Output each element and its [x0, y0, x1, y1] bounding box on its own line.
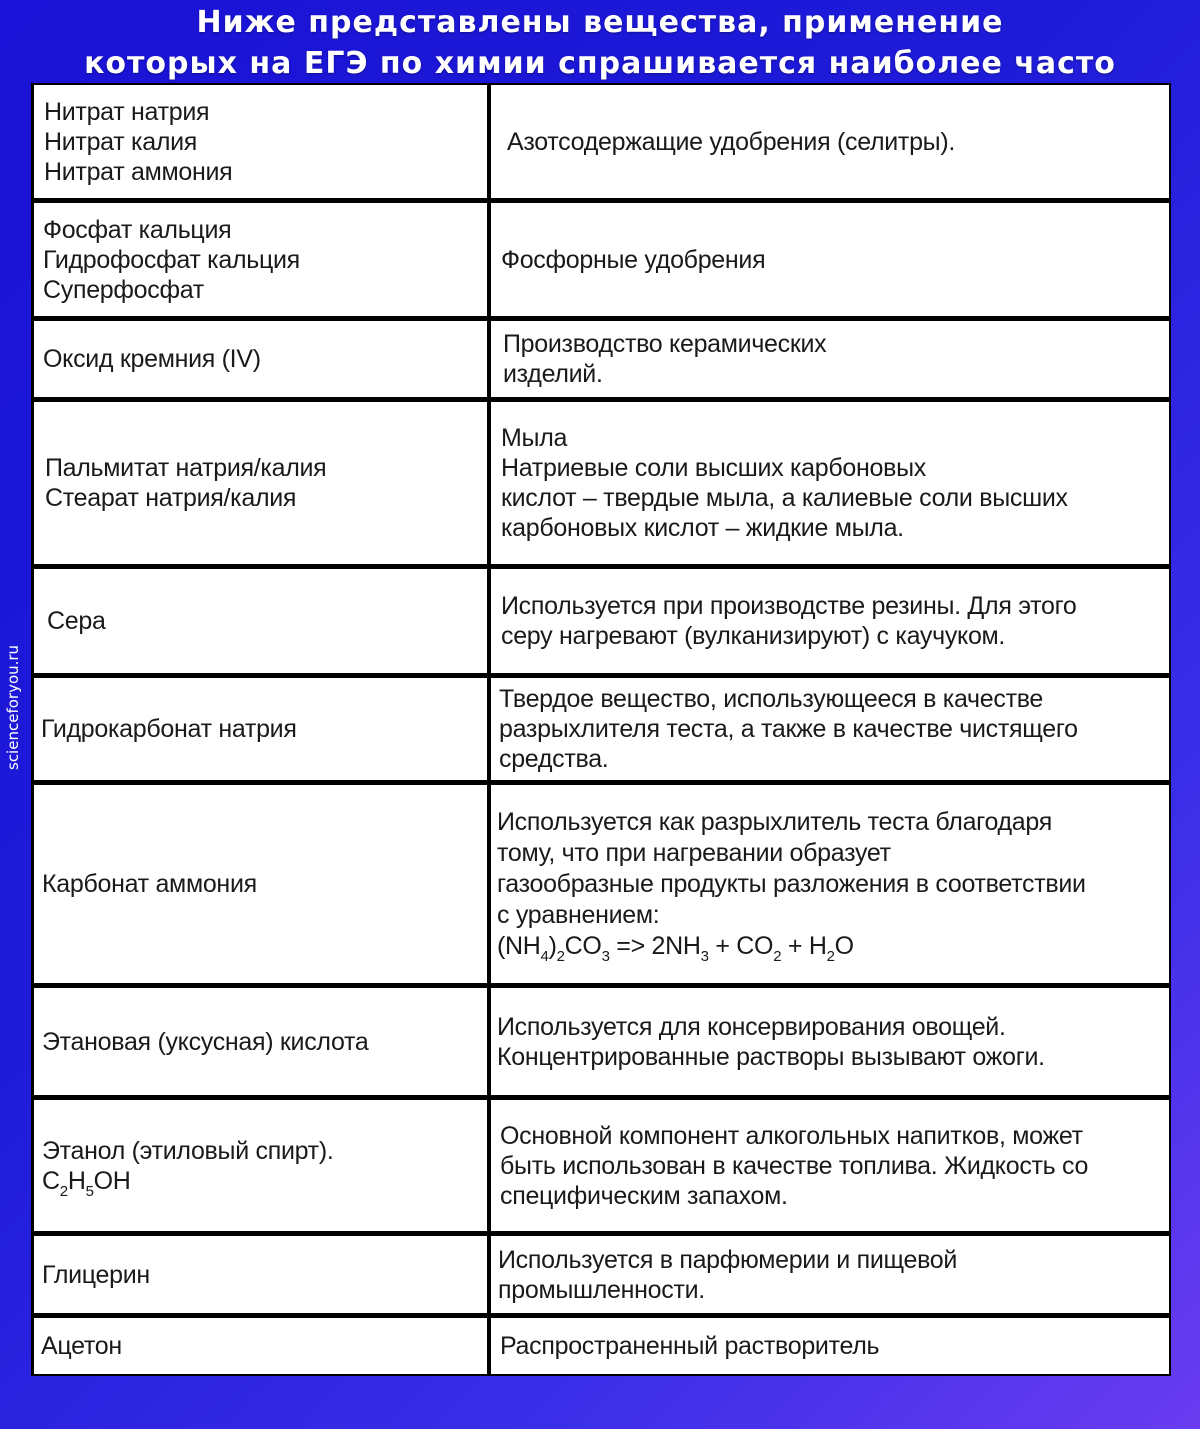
substance-cell: [34, 1100, 487, 1231]
substance-cell: [34, 785, 487, 983]
substance-line: Этановая (уксусная) кислота: [42, 1027, 369, 1056]
table-row: [31, 203, 1171, 316]
chemical-formula: $C_2H_5OH$: [42, 1166, 131, 1200]
use-line: Азотсодержащие удобрения (селитры).: [507, 127, 956, 156]
substance-cell: [34, 1318, 487, 1374]
use-cell: [491, 678, 1169, 780]
substance-line: Суперфосфат: [43, 275, 204, 304]
substance-line: Нитрат калия: [44, 127, 198, 156]
use-line: промышленности.: [498, 1275, 705, 1304]
use-line: специфическим запахом.: [500, 1181, 788, 1210]
substance-line: Карбонат аммония: [42, 870, 257, 898]
table-row: [31, 402, 1171, 564]
use-line: тому, что при нагревании образует: [497, 838, 891, 867]
table-row: [31, 321, 1171, 397]
use-line: карбоновых кислот – жидкие мыла.: [501, 514, 904, 542]
table-row: [31, 85, 1171, 198]
substance-line: Сера: [47, 607, 106, 635]
substance-line: Стеарат натрия/калия: [45, 484, 297, 512]
use-cell: [491, 321, 1169, 397]
use-line: Твердое вещество, использующееся в качестве: [499, 685, 1044, 713]
substance-cell: [34, 678, 487, 780]
substance-line: Глицерин: [42, 1260, 150, 1289]
use-cell: [491, 1318, 1169, 1374]
page-title: [0, 2, 1200, 84]
use-line: Основной компонент алкогольных напитков, может: [500, 1121, 1083, 1150]
table-row: [31, 569, 1171, 673]
substance-cell: [34, 1236, 487, 1313]
use-line: Мыла: [501, 424, 568, 452]
use-line: Распространенный растворитель: [500, 1332, 880, 1360]
watermark: scienceforyou.ru: [4, 644, 22, 770]
chemical-equation: $(NH_4)_2CO_3 => 2NH_3 + CO_2 + H_2O$: [497, 931, 854, 965]
substance-cell: [34, 569, 487, 673]
substance-line: Этанол (этиловый спирт).: [42, 1136, 334, 1165]
use-line: Используется для консервирования овощей.: [497, 1012, 1006, 1041]
title-line-1: Ниже представлены вещества, применение: [196, 5, 1004, 40]
substance-cell: [34, 85, 487, 198]
table-row: [31, 1236, 1171, 1313]
use-cell: [491, 203, 1169, 316]
use-line: Натриевые соли высших карбоновых: [501, 454, 926, 482]
use-cell: [491, 1236, 1169, 1313]
table-row: [31, 678, 1171, 780]
use-line: средства.: [499, 745, 609, 773]
use-cell: [491, 1100, 1169, 1231]
substance-line: Нитрат натрия: [44, 97, 210, 126]
use-line: газообразные продукты разложения в соответствии: [497, 869, 1086, 898]
use-line: с уравнением:: [497, 900, 660, 929]
use-line: Используется как разрыхлитель теста благодаря: [497, 807, 1052, 836]
substance-cell: [34, 988, 487, 1095]
use-line: серу нагревают (вулканизируют) с каучуком.: [501, 622, 1006, 650]
table-row: [31, 785, 1171, 983]
table-row: [31, 1318, 1171, 1374]
substance-cell: [34, 402, 487, 564]
use-line: Фосфорные удобрения: [501, 245, 766, 274]
title-line-2: которых на ЕГЭ по химии спрашивается наиболее часто: [84, 46, 1116, 81]
use-line: Используется в парфюмерии и пищевой: [498, 1245, 958, 1274]
table-row: [31, 988, 1171, 1095]
substance-line: Оксид кремния (IV): [43, 345, 261, 373]
substance-cell: [34, 321, 487, 397]
substance-line: Ацетон: [41, 1332, 122, 1360]
use-cell: [491, 988, 1169, 1095]
use-cell: [491, 402, 1169, 564]
use-line: разрыхлителя теста, а также в качестве чистящего: [499, 715, 1078, 743]
use-cell: [491, 785, 1169, 983]
substances-table: [31, 83, 1171, 1376]
use-cell: [491, 85, 1169, 198]
substance-line: Нитрат аммония: [44, 157, 233, 186]
substance-line: Гидрофосфат кальция: [43, 245, 300, 274]
use-line: кислот – твердые мыла, а калиевые соли высших: [501, 484, 1068, 512]
use-cell: [491, 569, 1169, 673]
substance-cell: [34, 203, 487, 316]
use-line: Производство керамических: [503, 330, 827, 358]
substance-line: Фосфат кальция: [43, 215, 232, 244]
substance-line: Пальмитат натрия/калия: [45, 454, 327, 482]
table-row: [31, 1100, 1171, 1231]
use-line: Концентрированные растворы вызывают ожоги.: [497, 1042, 1045, 1071]
use-line: Используется при производстве резины. Для этого: [501, 592, 1077, 620]
substance-line: Гидрокарбонат натрия: [41, 715, 297, 743]
use-line: изделий.: [503, 360, 603, 388]
use-line: быть использован в качестве топлива. Жидкость со: [500, 1151, 1089, 1180]
